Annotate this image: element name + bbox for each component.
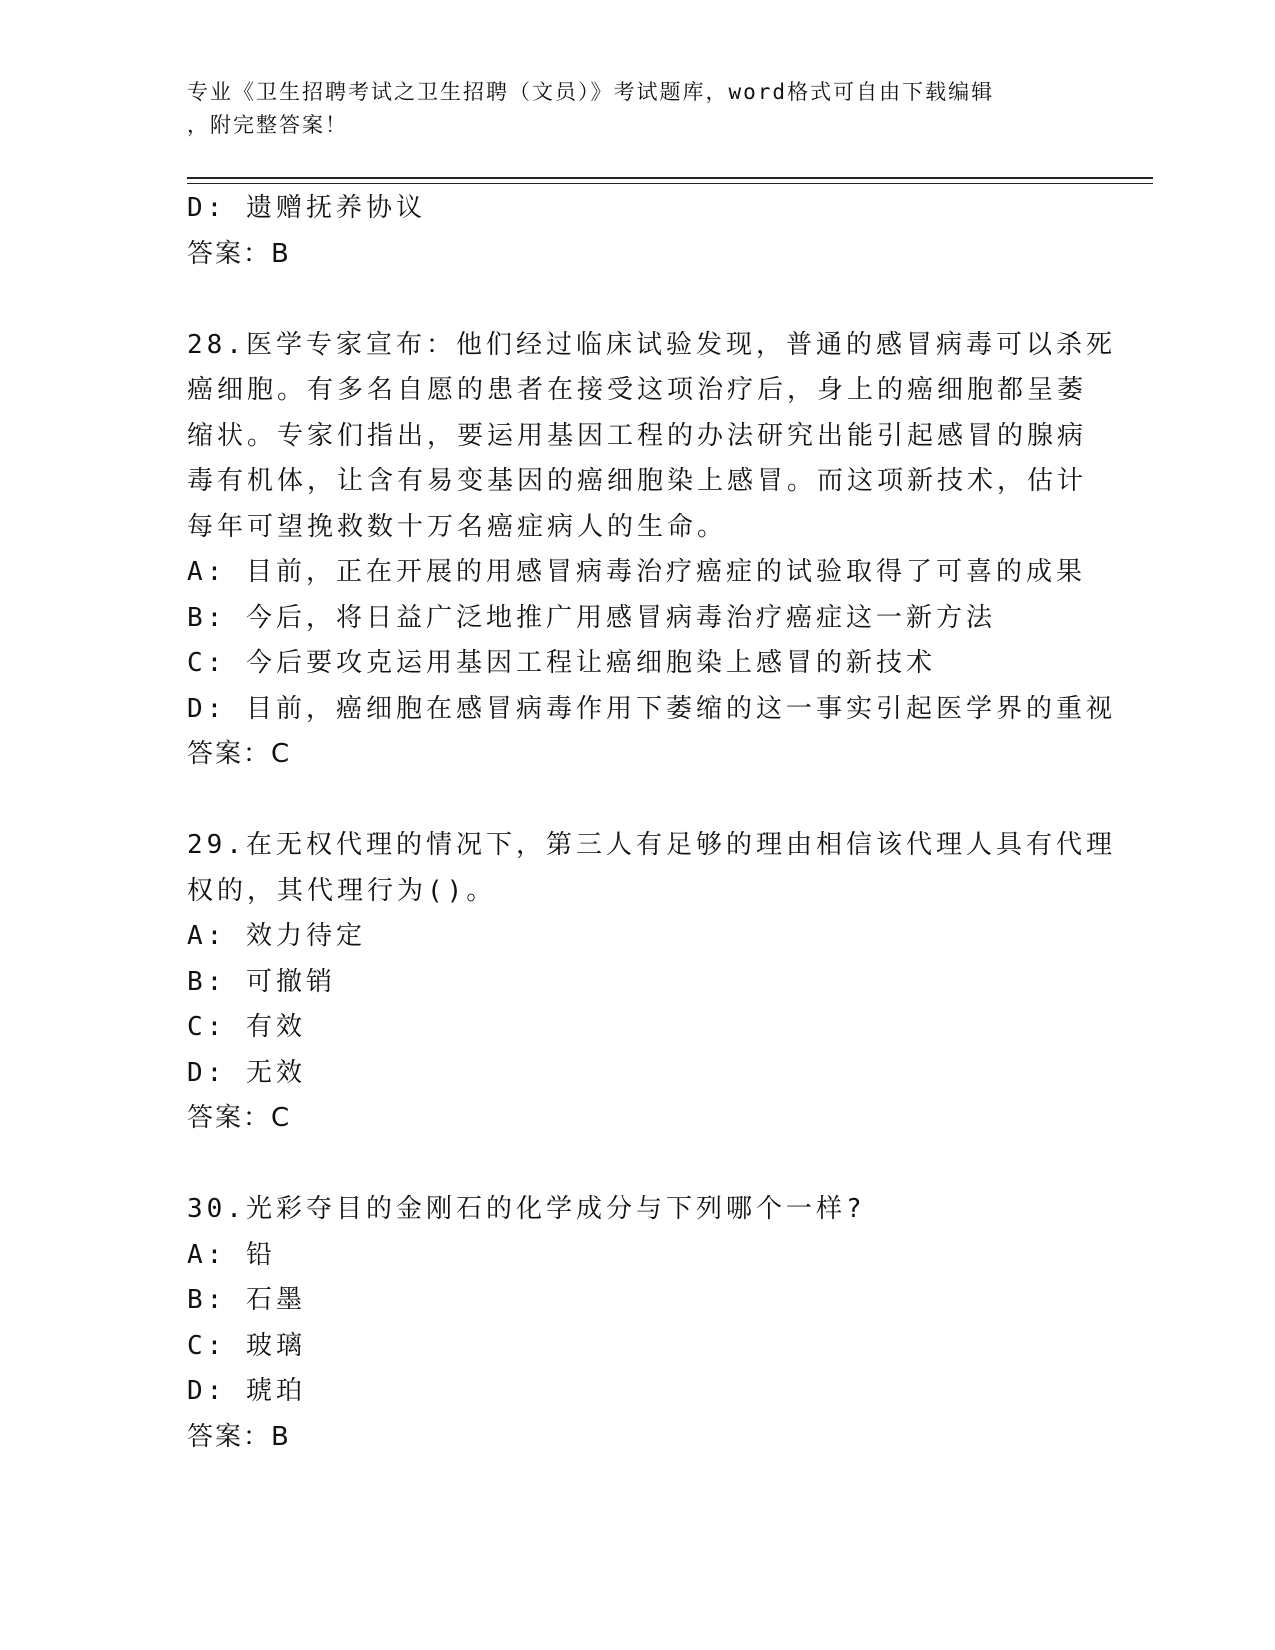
header-line-2: ，附完整答案！ bbox=[187, 113, 348, 137]
option-a: A: 铅 bbox=[187, 1239, 276, 1270]
spacer bbox=[187, 277, 1087, 323]
option-a: A: 效力待定 bbox=[187, 921, 366, 951]
option-d: D: 目前，癌细胞在感冒病毒作用下萎缩的这一事实引起医学界的重视 bbox=[187, 693, 1116, 724]
header-divider-thin bbox=[187, 183, 1153, 184]
question-30 bbox=[187, 1187, 1087, 1460]
option-d: D: 琥珀 bbox=[187, 1376, 306, 1406]
option-b: B: 石墨 bbox=[187, 1285, 306, 1315]
option-a: A: 目前，正在开展的用感冒病毒治疗癌症的试验取得了可喜的成果 bbox=[187, 557, 1086, 587]
question-stem-line: 每年可望挽救数十万名癌症病人的生命。 bbox=[187, 511, 728, 542]
question-stem-line: 毒有机体，让含有易变基因的癌细胞染上感冒。而这项新技术，估计 bbox=[187, 466, 1088, 496]
answer: 答案：B bbox=[187, 1421, 291, 1452]
answer: 答案：C bbox=[187, 739, 292, 769]
option-b: B: 可撤销 bbox=[187, 966, 336, 997]
option-b: B: 今后，将日益广泛地推广用感冒病毒治疗癌症这一新方法 bbox=[187, 602, 996, 633]
spacer bbox=[187, 778, 1087, 824]
option-c: C: 有效 bbox=[187, 1012, 306, 1042]
option-c: C: 玻璃 bbox=[187, 1330, 306, 1361]
spacer bbox=[187, 1142, 1087, 1188]
question-content bbox=[187, 186, 1116, 1460]
option-d: D: 无效 bbox=[187, 1057, 306, 1088]
header-line-1: 专业《卫生招聘考试之卫生招聘（文员）》考试题库，word格式可自由下载编辑 bbox=[187, 80, 995, 104]
prev-answer: 答案：B bbox=[187, 238, 291, 269]
option-c: C: 今后要攻克运用基因工程让癌细胞染上感冒的新技术 bbox=[187, 648, 936, 678]
header-divider-thick bbox=[187, 177, 1153, 179]
question-stem-line: 30.光彩夺目的金刚石的化学成分与下列哪个一样? bbox=[187, 1194, 866, 1224]
document-header bbox=[187, 76, 1067, 142]
prev-option-d: D: 遗赠抚养协议 bbox=[187, 193, 426, 223]
question-stem-line: 权的，其代理行为()。 bbox=[187, 875, 497, 906]
question-stem-line: 癌细胞。有多名自愿的患者在接受这项治疗后，身上的癌细胞都呈萎 bbox=[187, 375, 1088, 405]
question-stem-line: 28.医学专家宣布：他们经过临床试验发现，普通的感冒病毒可以杀死 bbox=[187, 329, 1116, 360]
question-stem-line: 缩状。专家们指出，要运用基因工程的办法研究出能引起感冒的腺病 bbox=[187, 420, 1088, 451]
answer: 答案：C bbox=[187, 1103, 292, 1133]
question-stem-line: 29.在无权代理的情况下，第三人有足够的理由相信该代理人具有代理 bbox=[187, 830, 1116, 860]
question-29 bbox=[187, 823, 1116, 1142]
question-28 bbox=[187, 323, 1116, 778]
